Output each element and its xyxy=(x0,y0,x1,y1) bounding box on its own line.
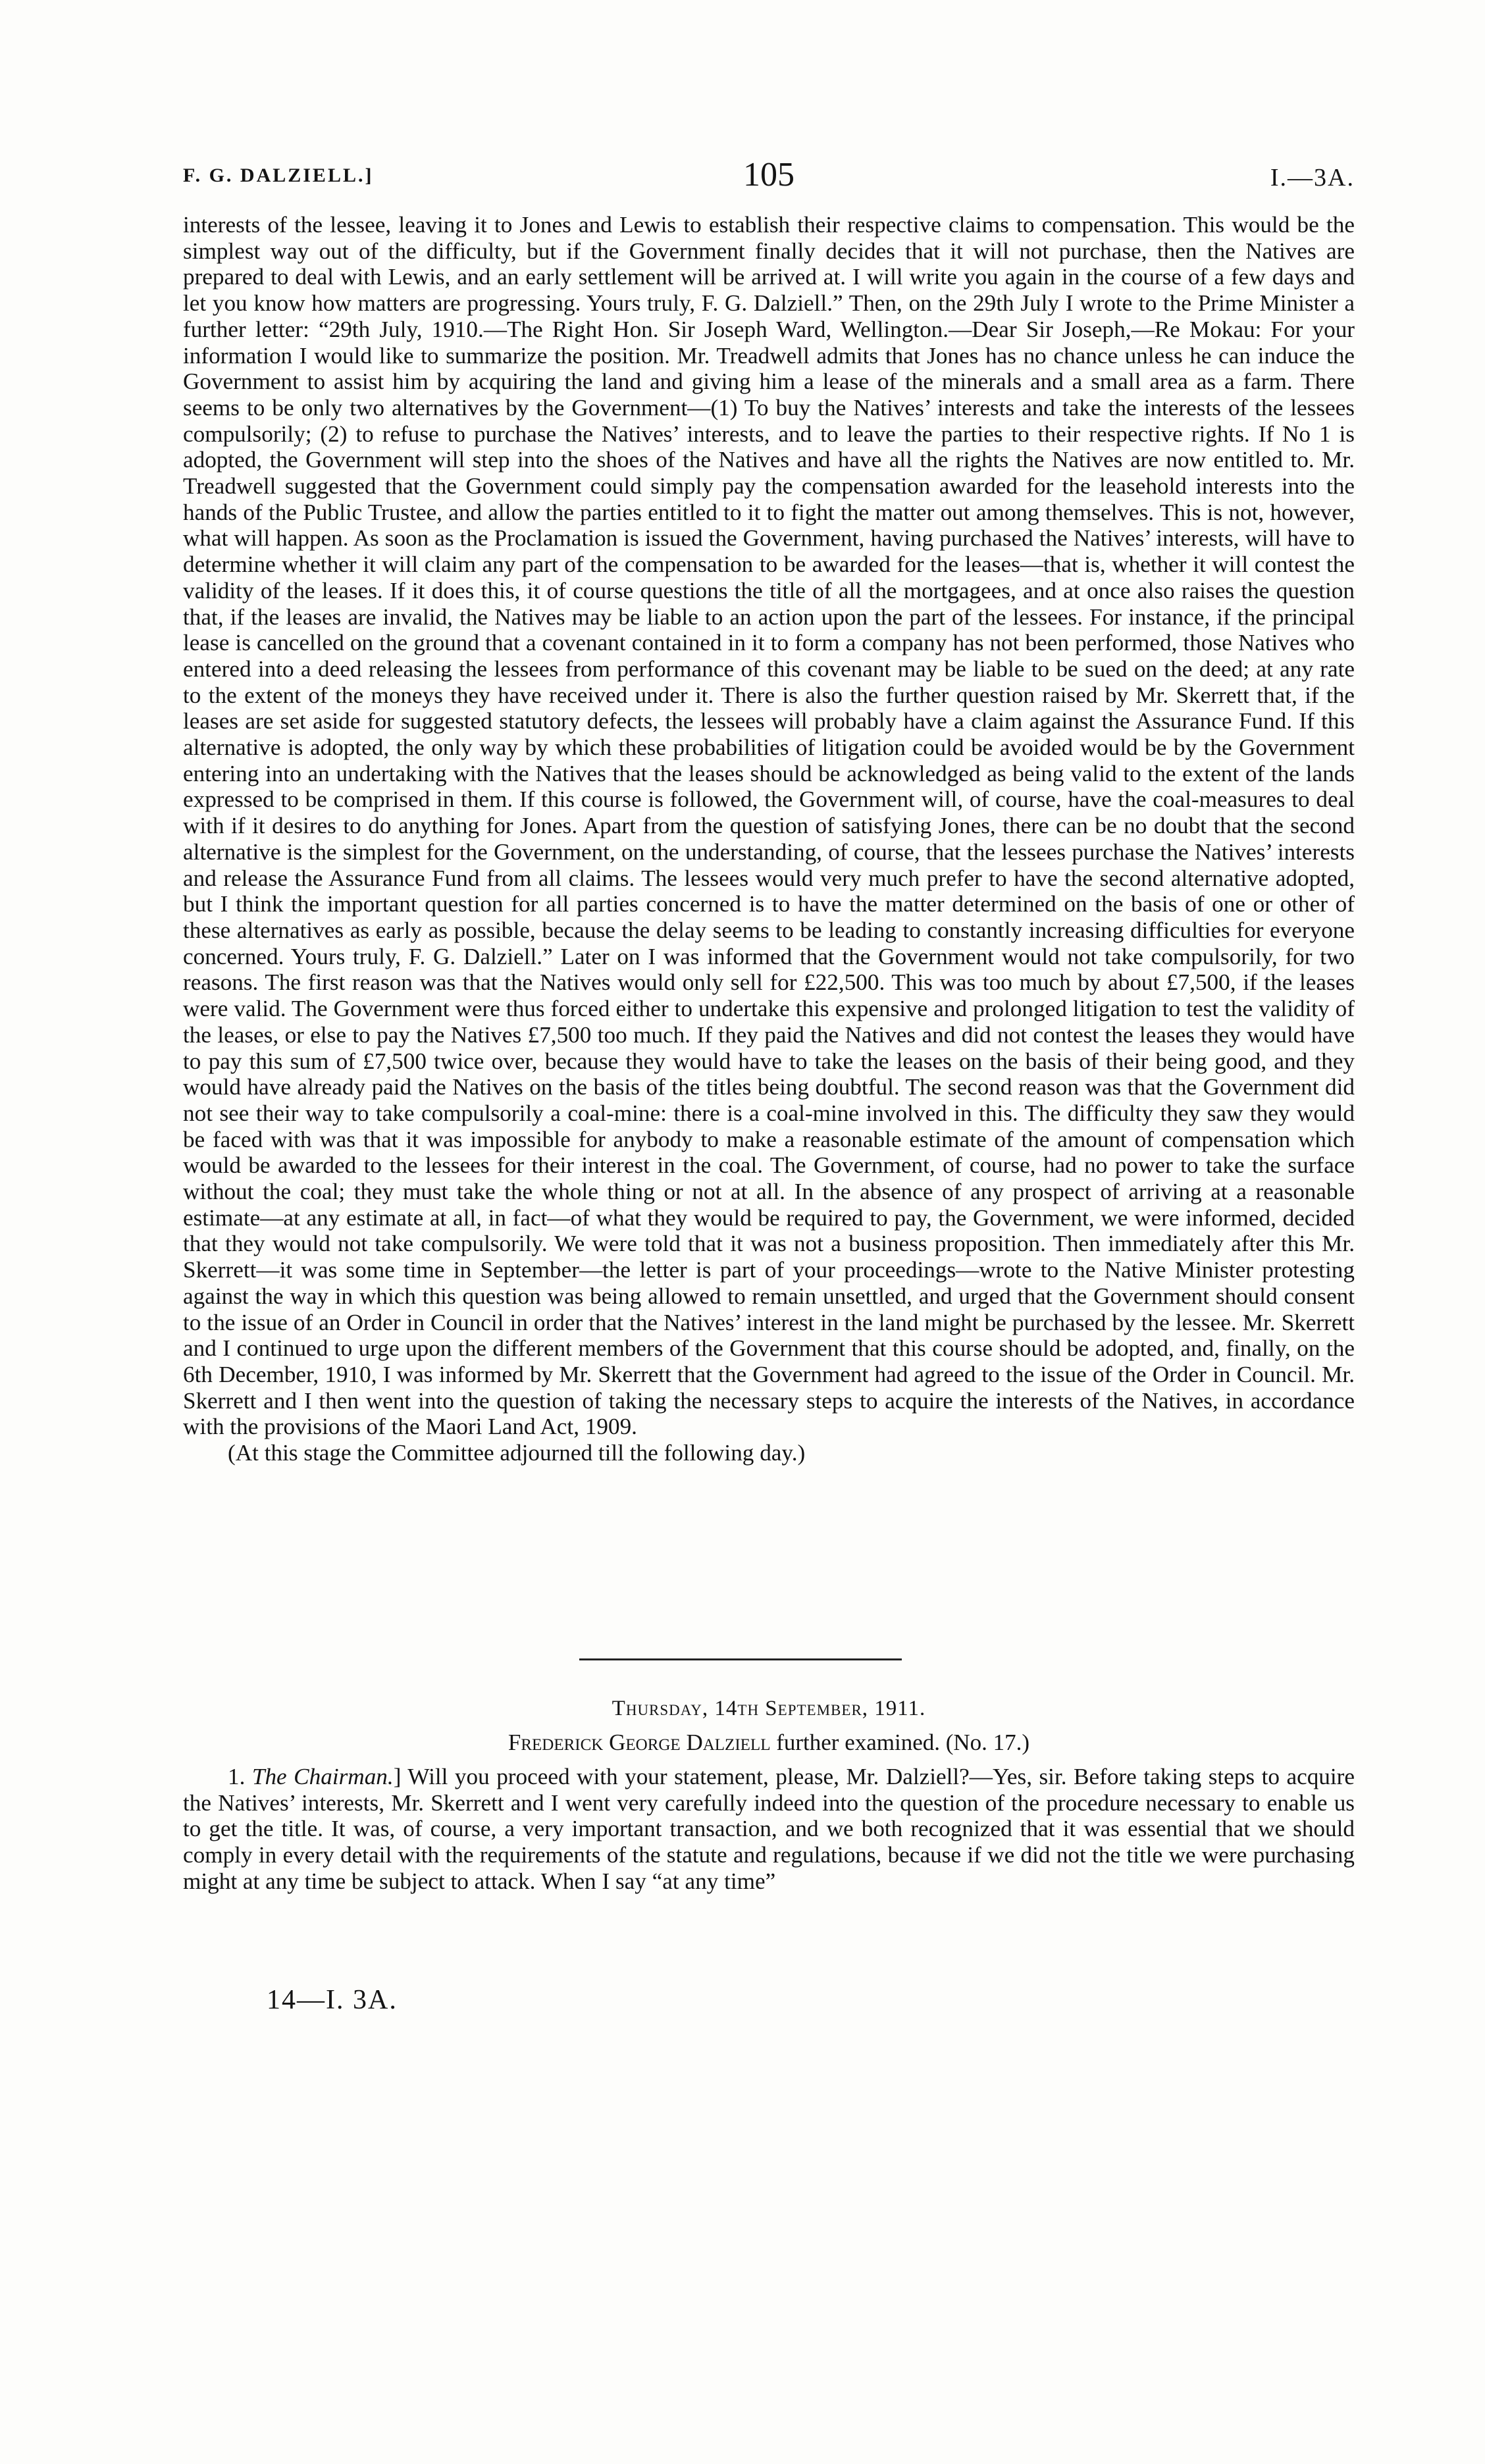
witness-name: Frederick George Dalziell xyxy=(508,1730,771,1755)
header-witness-name: F. G. DALZIELL.] xyxy=(183,165,374,186)
question-paragraph xyxy=(183,1764,1355,1895)
adjournment-note: (At this stage the Committee adjourned till the following day.) xyxy=(228,1440,806,1466)
examination-body xyxy=(183,1764,1355,1895)
section-divider xyxy=(579,1658,902,1660)
witness-heading xyxy=(183,1730,1355,1756)
evidence-body xyxy=(183,212,1355,1466)
page-number: 105 xyxy=(743,156,795,193)
question-speaker: The Chairman. xyxy=(251,1764,394,1789)
paper-reference: I.—3A. xyxy=(1270,164,1355,192)
witness-examined-note: further examined. (No. 17.) xyxy=(776,1730,1030,1755)
question-text: ] Will you proceed with your statement, please, Mr. Dalziell?—Yes, sir. Before taking steps to acquire the Natives’ interests, Mr. Skerrett and I went very carefully indeed into the question of the procedure necessary to enable us to get the title. It was, of course, a very important transaction, and we both recognized that it was essential that we should comply in every detail with the requirements of the statute and regulations, because if we did not the title we were purchasing might at any time be subject to attack. When I say “at any time” xyxy=(183,1764,1355,1894)
printer-signature: 14—I. 3A. xyxy=(267,1985,398,2015)
evidence-paragraph: interests of the lessee, leaving it to Jones and Lewis to establish their respective claims to compensation. This would be the simplest way out of the difficulty, but if the Government finally decides that it will not purchase, then the Natives are prepared to deal with Lewis, and an early settlement will be arrived at. I will write you again in the course of a few days and let you know how matters are progressing. Yours truly, F. G. Dalziell.” Then, on the 29th July I wrote to the Prime Minister a further letter: “29th July, 1910.—The Right Hon. Sir Joseph Ward, Wellington.—Dear Sir Joseph,—Re Mokau: For your information I would like to summarize the position. Mr. Treadwell admits that Jones has no chance unless he can induce the Government to assist him by acquiring the land and giving him a lease of the minerals and a small area as a farm. There seems to be only two alternatives by the Government—(1) To buy the Natives’ interests and take the interests of the lessees compulsorily; (2) to refuse to purchase the Natives’ interests, and to leave the parties to their respective rights. If No 1 is adopted, the Government will step into the shoes of the Natives and have all the rights the Natives are now entitled to. Mr. Treadwell suggested that the Government could simply pay the compensation awarded for the leasehold interests into the hands of the Public Trustee, and allow the parties entitled to it to fight the matter out among themselves. This is not, however, what will happen. As soon as the Proclamation is issued the Government, having purchased the Natives’ interests, will have to determine whether it will claim any part of the compensation to be awarded for the leases—that is, whether it will contest the validity of the leases. If it does this, it of course questions the title of all the mortgagees, and at once also raises the question that, if the leases are invalid, the Natives may be liable to an action upon the part of the lessees. For instance, if the principal lease is cancelled on the ground that a covenant contained in it to form a company has not been performed, those Natives who entered into a deed releasing the lessees from performance of this covenant may be liable to be sued on the deed; at any rate to the extent of the moneys they have received under it. There is also the further question raised by Mr. Skerrett that, if the leases are set aside for suggested statutory defects, the lessees will probably have a claim against the Assurance Fund. If this alternative is adopted, the only way by which these probabilities of litigation could be avoided would be by the Government entering into an undertaking with the Natives that the leases should be acknowledged as being valid to the extent of the lands expressed to be comprised in them. If this course is followed, the Government will, of course, have the coal-measures to deal with if it desires to do anything for Jones. Apart from the question of satisfying Jones, there can be no doubt that the second alternative is the simplest for the Government, on the understanding, of course, that the lessees purchase the Natives’ interests and release the Assurance Fund from all claims. The lessees would very much prefer to have the second alternative adopted, but I think the important question for all parties concerned is to have the matter determined on the basis of one or other of these alternatives as early as possible, because the delay seems to be leading to constantly increasing difficulties for everyone concerned. Yours truly, F. G. Dalziell.” Later on I was informed that the Government would not take compulsorily, for two reasons. The first reason was that the Natives would only sell for £22,500. This was too much by about £7,500, if the leases were valid. The Government were thus forced either to undertake this expensive and prolonged litigation to test the validity of the leases, or else to pay the Natives £7,500 too much. If they paid the Natives and did not contest the leases they would have to pay this sum of £7,500 twice over, because they would have to take the leases on the basis of their being good, and they would have already paid the Natives on the basis of the titles being doubtful. The second reason was that the Government did not see their way to take compulsorily a coal-mine: there is a coal-mine involved in this. The difficulty they saw they would be faced with was that it was impossible for anybody to make a reasonable estimate of the amount of compensation which would be awarded to the lessees for their interest in the coal. The Government, of course, had no power to take the surface without the coal; they must take the whole thing or not at all. In the absence of any prospect of arriving at a reasonable estimate—at any estimate at all, in fact—of what they would be required to pay, the Government, we were informed, decided that they would not take compulsorily. We were told that it was not a business proposition. Then immediately after this Mr. Skerrett—it was some time in September—the letter is part of your proceedings—wrote to the Native Minister protesting against the way in which this question was being allowed to remain unsettled, and urged that the Government should consent to the issue of an Order in Council in order that the Natives’ interest in the land might be purchased by the lessee. Mr. Skerrett and I continued to urge upon the different members of the Government that this course should be adopted, and, finally, on the 6th December, 1910, I was informed by Mr. Skerrett that the Government had agreed to the issue of the Order in Council. Mr. Skerrett and I then went into the question of taking the necessary steps to acquire the interests of the Natives, in accordance with the provisions of the Maori Land Act, 1909. xyxy=(183,212,1355,1440)
session-date: Thursday, 14th September, 1911. xyxy=(612,1697,926,1720)
page-header xyxy=(183,155,1355,208)
question-number: 1. xyxy=(228,1764,246,1789)
